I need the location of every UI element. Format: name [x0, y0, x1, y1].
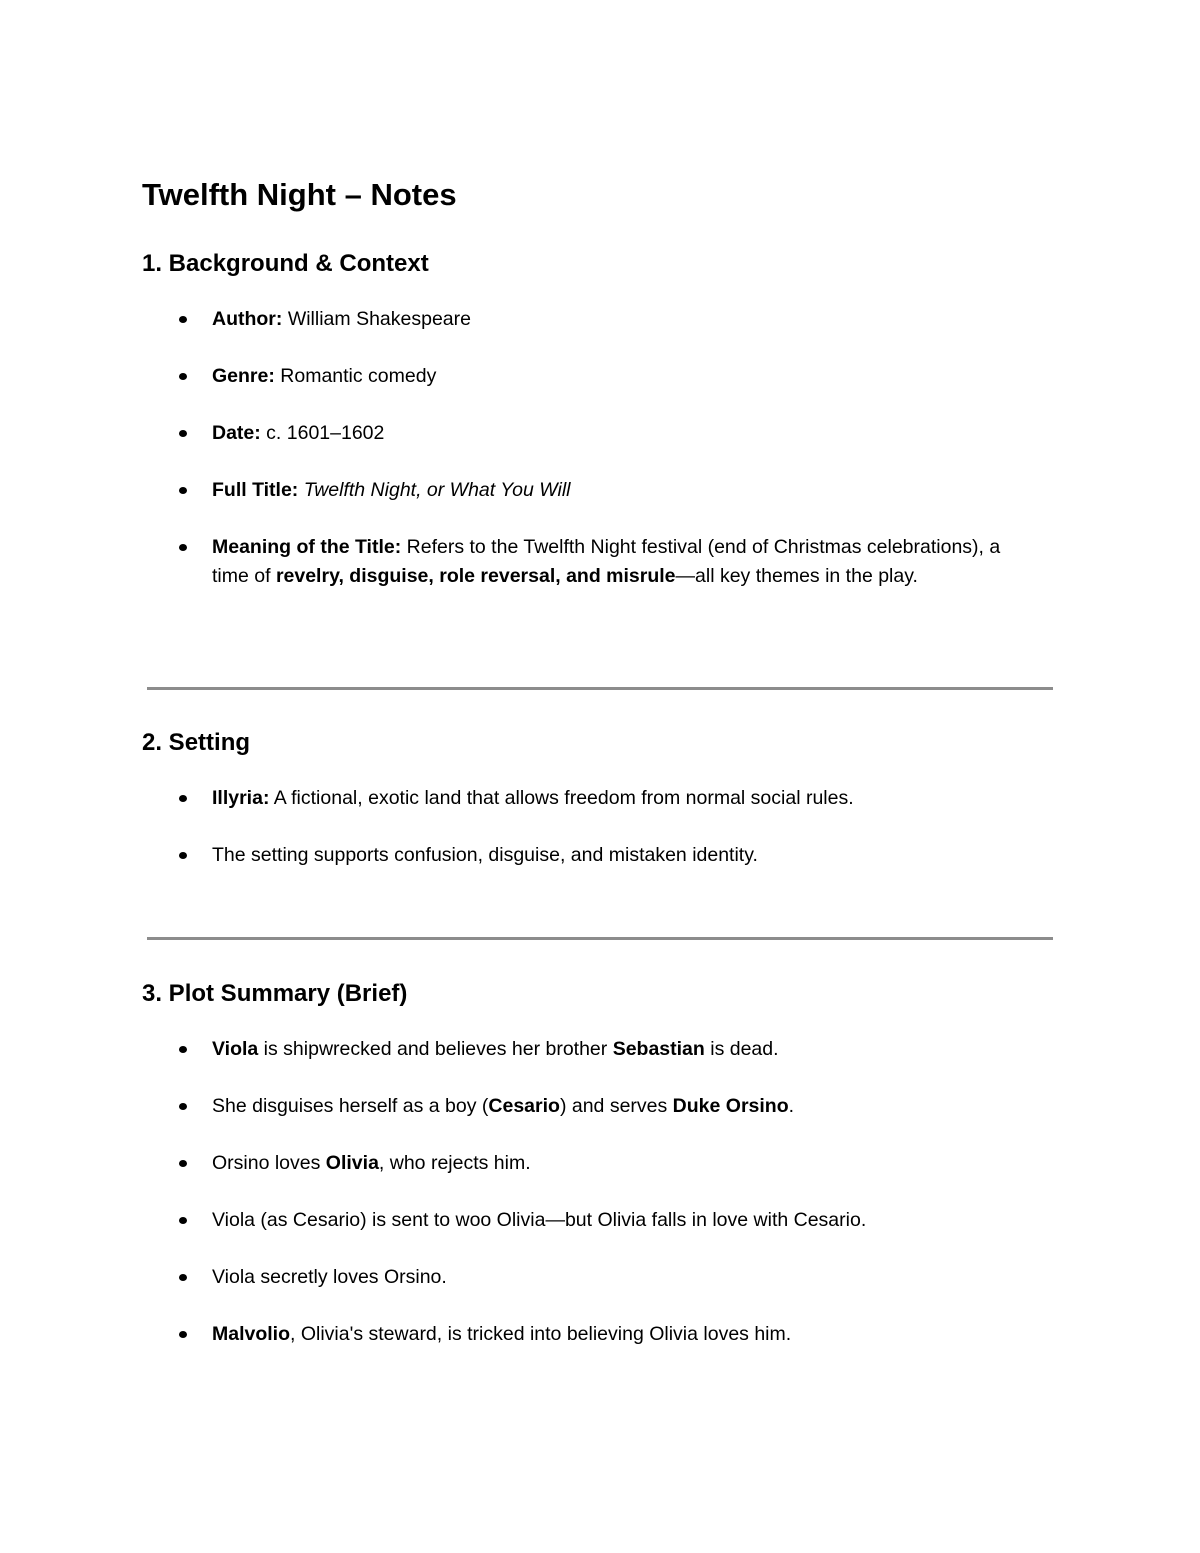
- bullet-icon: [179, 373, 187, 380]
- section-divider: [147, 937, 1053, 940]
- bullet-icon: [179, 1046, 187, 1053]
- list-item-illyria: Illyria: A fictional, exotic land that allows freedom from normal social rules.: [0, 784, 1042, 813]
- section-heading-setting: 2. Setting: [142, 729, 251, 756]
- section-heading-plot: 3. Plot Summary (Brief): [142, 980, 408, 1007]
- plot-list: [0, 1035, 1200, 1377]
- list-item-plot: Malvolio, Olivia's steward, is tricked into believing Olivia loves him.: [0, 1320, 1042, 1349]
- setting-list: [0, 784, 1200, 898]
- page-title: Twelfth Night – Notes: [142, 177, 457, 212]
- bullet-icon: [179, 1274, 187, 1281]
- list-item-setting-supports: The setting supports confusion, disguise, and mistaken identity.: [0, 841, 1042, 870]
- section-heading-background: 1. Background & Context: [142, 250, 429, 277]
- list-item-full-title: Full Title: Twelfth Night, or What You Will: [0, 476, 1042, 505]
- list-item-plot: She disguises herself as a boy (Cesario) and serves Duke Orsino.: [0, 1092, 1042, 1121]
- background-list: [0, 305, 1200, 619]
- bullet-icon: [179, 1160, 187, 1167]
- list-item-author: Author: William Shakespeare: [0, 305, 1042, 334]
- bullet-icon: [179, 316, 187, 323]
- bullet-icon: [179, 430, 187, 437]
- bullet-icon: [179, 544, 187, 551]
- list-item-date: Date: c. 1601–1602: [0, 419, 1042, 448]
- list-item-plot: Viola (as Cesario) is sent to woo Olivia—but Olivia falls in love with Cesario.: [0, 1206, 1042, 1235]
- list-item-title-meaning: Meaning of the Title: Refers to the Twelfth Night festival (end of Christmas celebrations), a time of revelry, disguise, role reversal, and misrule—all key themes in the play.: [0, 533, 1042, 591]
- bullet-icon: [179, 1103, 187, 1110]
- list-item-plot: Orsino loves Olivia, who rejects him.: [0, 1149, 1042, 1178]
- bullet-icon: [179, 795, 187, 802]
- section-divider: [147, 687, 1053, 690]
- bullet-icon: [179, 487, 187, 494]
- bullet-icon: [179, 1331, 187, 1338]
- list-item-plot: Viola secretly loves Orsino.: [0, 1263, 1042, 1292]
- bullet-icon: [179, 852, 187, 859]
- bullet-icon: [179, 1217, 187, 1224]
- list-item-plot: Viola is shipwrecked and believes her brother Sebastian is dead.: [0, 1035, 1042, 1064]
- list-item-genre: Genre: Romantic comedy: [0, 362, 1042, 391]
